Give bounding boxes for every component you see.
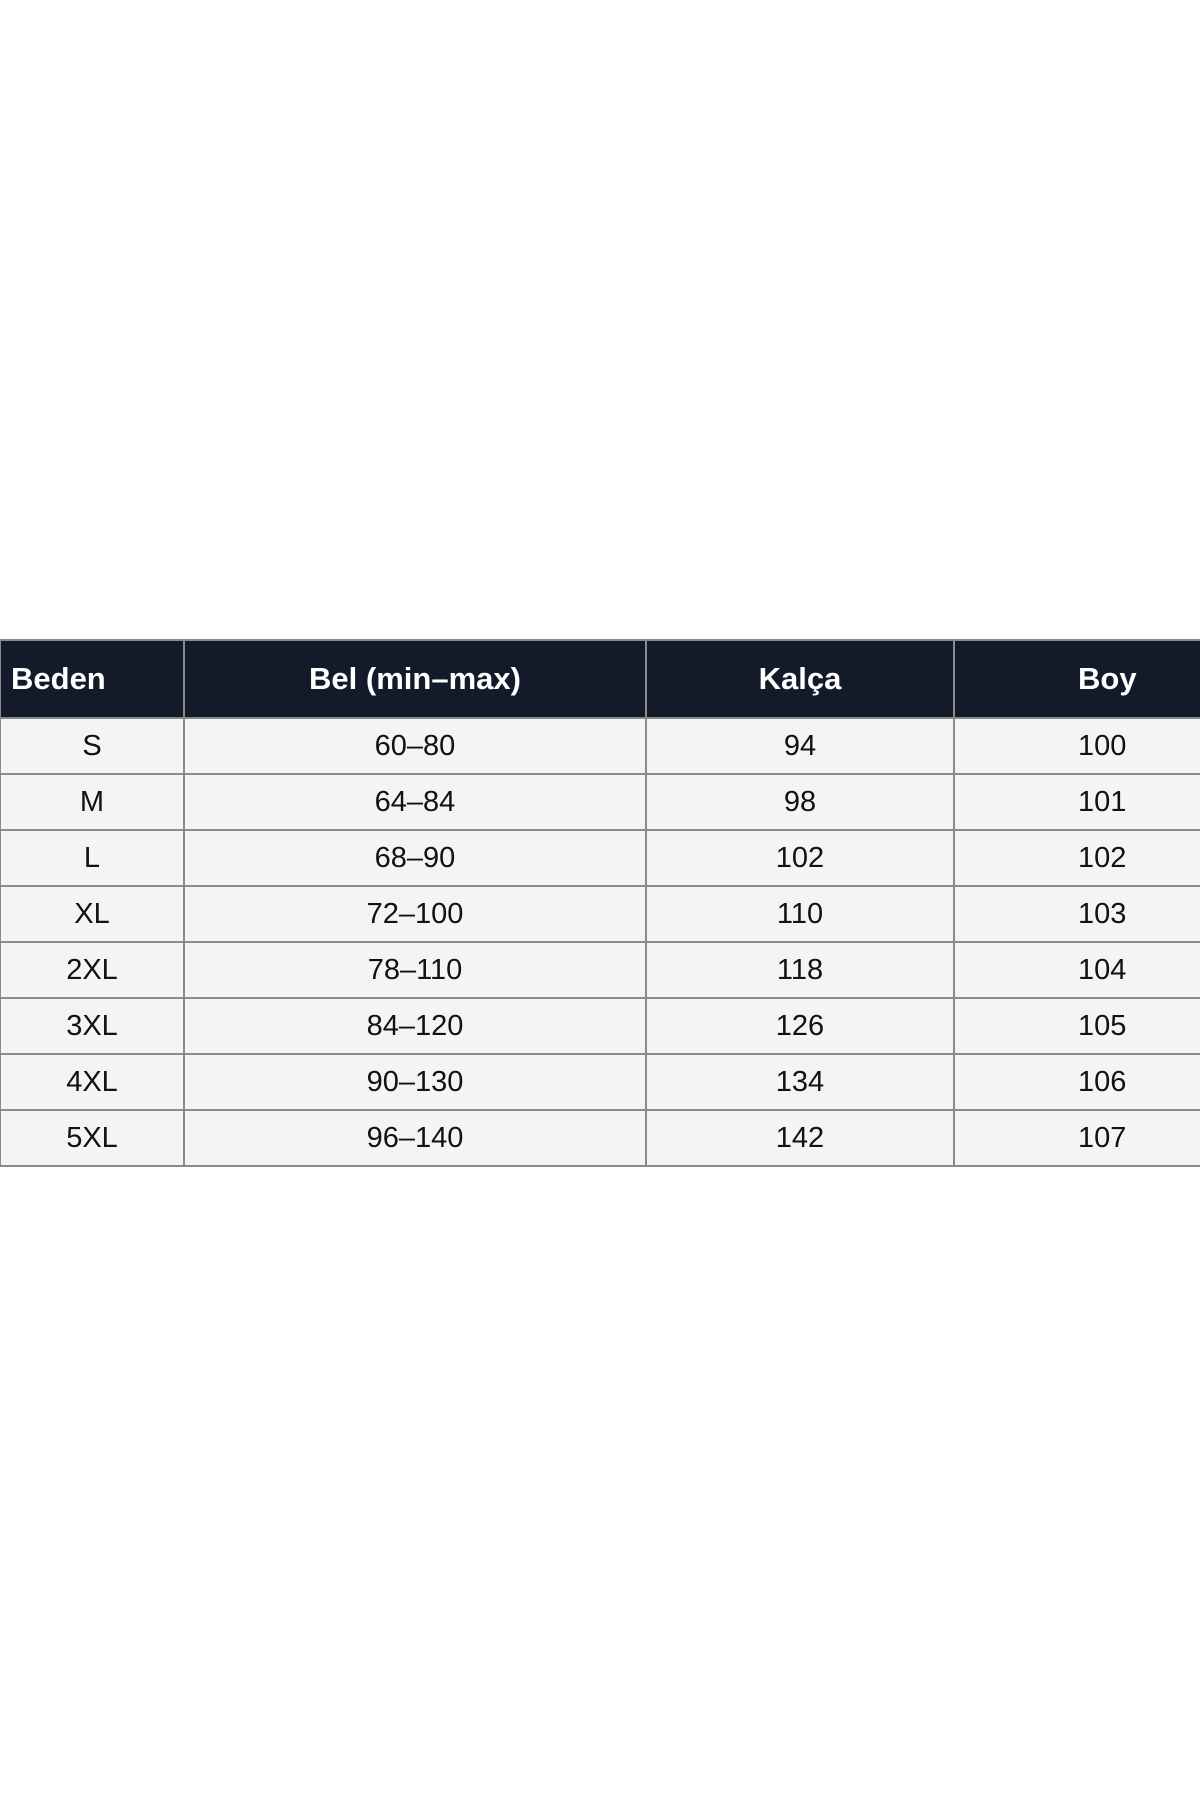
table-row xyxy=(0,774,1200,830)
header-size: Beden xyxy=(0,640,184,718)
cell-size: L xyxy=(0,830,184,886)
table-row xyxy=(0,886,1200,942)
table-header xyxy=(0,640,1200,718)
cell-size: XL xyxy=(0,886,184,942)
table-row xyxy=(0,998,1200,1054)
cell-waist: 96–140 xyxy=(184,1110,646,1166)
cell-hip: 142 xyxy=(646,1110,954,1166)
cell-size: 2XL xyxy=(0,942,184,998)
cell-length: 103 xyxy=(954,886,1200,942)
cell-size: 3XL xyxy=(0,998,184,1054)
table-row xyxy=(0,1110,1200,1166)
cell-waist: 60–80 xyxy=(184,718,646,774)
table-row xyxy=(0,718,1200,774)
cell-waist: 68–90 xyxy=(184,830,646,886)
cell-size: 5XL xyxy=(0,1110,184,1166)
cell-hip: 118 xyxy=(646,942,954,998)
cell-length: 106 xyxy=(954,1054,1200,1110)
cell-hip: 98 xyxy=(646,774,954,830)
size-chart-table xyxy=(0,639,1200,1167)
table-row xyxy=(0,830,1200,886)
cell-length: 104 xyxy=(954,942,1200,998)
cell-size: M xyxy=(0,774,184,830)
cell-length: 100 xyxy=(954,718,1200,774)
cell-waist: 90–130 xyxy=(184,1054,646,1110)
cell-length: 102 xyxy=(954,830,1200,886)
cell-hip: 134 xyxy=(646,1054,954,1110)
table-body xyxy=(0,718,1200,1166)
cell-size: 4XL xyxy=(0,1054,184,1110)
table-row xyxy=(0,1054,1200,1110)
cell-length: 101 xyxy=(954,774,1200,830)
cell-waist: 78–110 xyxy=(184,942,646,998)
cell-waist: 84–120 xyxy=(184,998,646,1054)
header-waist: Bel (min–max) xyxy=(184,640,646,718)
header-row xyxy=(0,640,1200,718)
cell-length: 105 xyxy=(954,998,1200,1054)
cell-hip: 126 xyxy=(646,998,954,1054)
cell-size: S xyxy=(0,718,184,774)
table-row xyxy=(0,942,1200,998)
cell-hip: 110 xyxy=(646,886,954,942)
cell-waist: 72–100 xyxy=(184,886,646,942)
cell-hip: 94 xyxy=(646,718,954,774)
cell-length: 107 xyxy=(954,1110,1200,1166)
cell-waist: 64–84 xyxy=(184,774,646,830)
cell-hip: 102 xyxy=(646,830,954,886)
header-hip: Kalça xyxy=(646,640,954,718)
header-length: Boy xyxy=(954,640,1200,718)
